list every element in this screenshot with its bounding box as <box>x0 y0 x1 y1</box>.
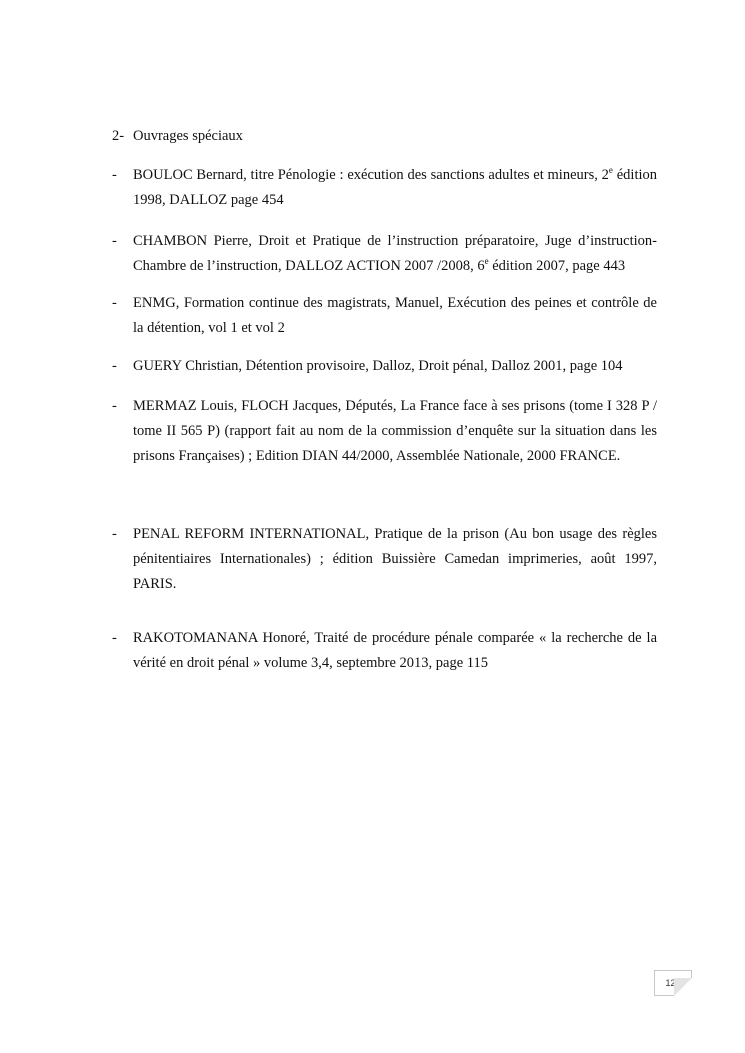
entry-text-part: BOULOC Bernard, titre Pénologie : exécution des sanctions adultes et mineurs, 2 <box>133 167 609 183</box>
entry-dash: - <box>112 358 117 374</box>
bibliography-entry-bouloc <box>112 163 657 213</box>
page-curl-icon <box>674 978 692 996</box>
page-number-box <box>654 970 692 996</box>
entry-text-part: édition 2007, page 443 <box>488 258 626 274</box>
entry-dash: - <box>112 398 117 414</box>
entry-dash: - <box>112 167 117 183</box>
entry-text: MERMAZ Louis, FLOCH Jacques, Députés, La France face à ses prisons (tome I 328 P / tome II 565 P) (rapport fait au nom de la commission d’enquête sur la situation dans les prisons Françaises) ; Edition DIAN 44/2000, Assemblée Nationale, 2000 FRANCE. <box>133 398 657 464</box>
bibliography-entry-penal-reform <box>112 522 657 597</box>
entry-text <box>133 229 657 279</box>
bibliography-entry-mermaz <box>112 394 657 469</box>
bibliography-entry-guery <box>112 354 657 379</box>
entry-superscript: e <box>484 256 489 266</box>
entry-text: GUERY Christian, Détention provisoire, Dalloz, Droit pénal, Dalloz 2001, page 104 <box>133 358 623 374</box>
section-heading <box>112 124 243 148</box>
section-number: 2- <box>112 128 125 144</box>
entry-text: RAKOTOMANANA Honoré, Traité de procédure pénale comparée « la recherche de la vérité en droit pénal » volume 3,4, septembre 2013, page 115 <box>133 630 657 671</box>
entry-text: PENAL REFORM INTERNATIONAL, Pratique de la prison (Au bon usage des règles pénitentiaires Internationales) ; édition Buissière Camedan imprimeries, août 1997, PARIS. <box>133 526 657 592</box>
entry-dash: - <box>112 630 117 646</box>
entry-superscript: e <box>608 165 613 175</box>
bibliography-entry-chambon <box>112 229 657 279</box>
bibliography-entry-enmg <box>112 291 657 341</box>
section-title: Ouvrages spéciaux <box>133 128 243 144</box>
page-number: 123 <box>665 978 681 988</box>
entry-text-part: CHAMBON Pierre, Droit et Pratique de l’instruction préparatoire, Juge d’instruction-Chambre de l’instruction, DALLOZ ACTION 2007 /2008, 6 <box>133 233 657 274</box>
entry-dash: - <box>112 526 117 542</box>
bibliography-entry-rakotomanana <box>112 626 657 676</box>
entry-text <box>133 163 657 213</box>
entry-text: ENMG, Formation continue des magistrats, Manuel, Exécution des peines et contrôle de la détention, vol 1 et vol 2 <box>133 295 657 336</box>
entry-dash: - <box>112 295 117 311</box>
entry-dash: - <box>112 233 117 249</box>
entry-text-part: édition 1998, DALLOZ page 454 <box>133 167 657 208</box>
